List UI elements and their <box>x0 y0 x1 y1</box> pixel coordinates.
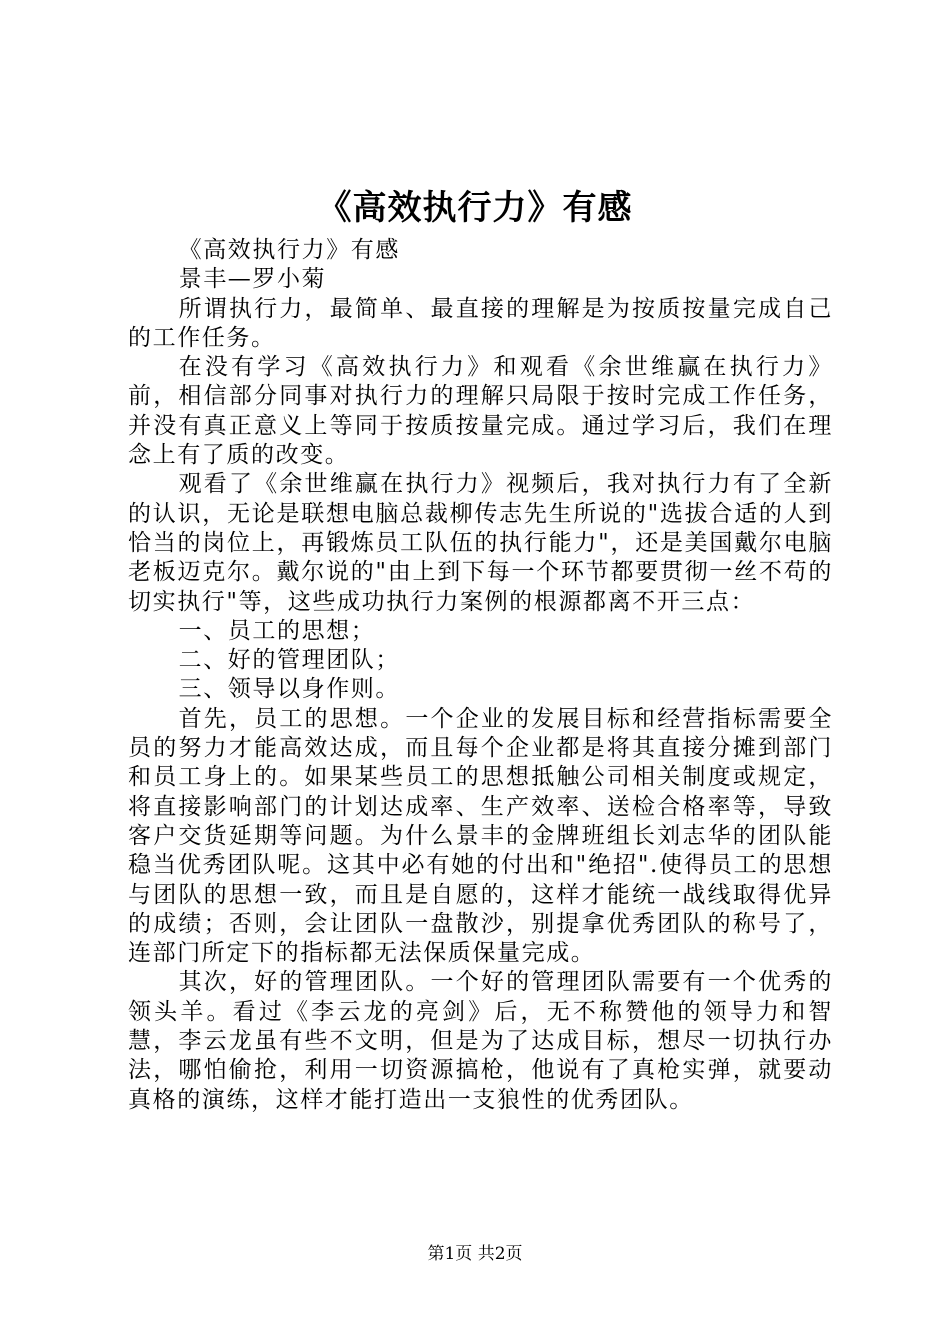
list-item: 一、员工的思想； <box>178 617 376 644</box>
document-body <box>128 236 833 1115</box>
document-title: 《高效执行力》有感 <box>317 188 633 228</box>
list-item: 二、好的管理团队； <box>178 647 400 674</box>
paragraph: 其次，好的管理团队。一个好的管理团队需要有一个优秀的领头羊。看过《李云龙的亮剑》后，无不称赞他的领导力和智慧，李云龙虽有些不文明，但是为了达成目标，想尽一切执行办法，哪怕偷抢，利用一切资源搞枪，他说有了真枪实弹，就要动真格的演练，这样才能打造出一支狼性的优秀团队。 <box>128 969 833 1113</box>
page-footer: 第1页 共2页 <box>427 1244 523 1264</box>
author-line: 景丰—罗小菊 <box>178 266 327 293</box>
paragraph: 观看了《余世维赢在执行力》视频后，我对执行力有了全新的认识，无论是联想电脑总裁柳传志先生所说的"选拔合适的人到恰当的岗位上，再锻炼员工队伍的执行能力"，还是美国戴尔电脑老板迈克尔。戴尔说的"由上到下每一个环节都要贯彻一丝不苟的切实执行"等，这些成功执行力案例的根源都离不开三点： <box>128 471 833 615</box>
paragraph: 所谓执行力，最简单、最直接的理解是为按质按量完成自己的工作任务。 <box>128 295 833 351</box>
subtitle-line: 《高效执行力》有感 <box>178 237 400 263</box>
paragraph: 首先，员工的思想。一个企业的发展目标和经营指标需要全员的努力才能高效达成，而且每个企业都是将其直接分摊到部门和员工身上的。如果某些员工的思想抵触公司相关制度或规定，将直接影响部门的计划达成率、生产效率、送检合格率等，导致客户交货延期等问题。为什么景丰的金牌班组长刘志华的团队能稳当优秀团队呢。这其中必有她的付出和"绝招".使得员工的思想与团队的思想一致，而且是自愿的，这样才能统一战线取得优异的成绩；否则，会让团队一盘散沙，别提拿优秀团队的称号了，连部门所定下的指标都无法保质保量完成。 <box>128 705 833 967</box>
paragraph: 在没有学习《高效执行力》和观看《余世维赢在执行力》前，相信部分同事对执行力的理解只局限于按时完成工作任务，并没有真正意义上等同于按质按量完成。通过学习后，我们在理念上有了质的改变。 <box>128 354 833 469</box>
list-item: 三、领导以身作则。 <box>178 676 400 703</box>
